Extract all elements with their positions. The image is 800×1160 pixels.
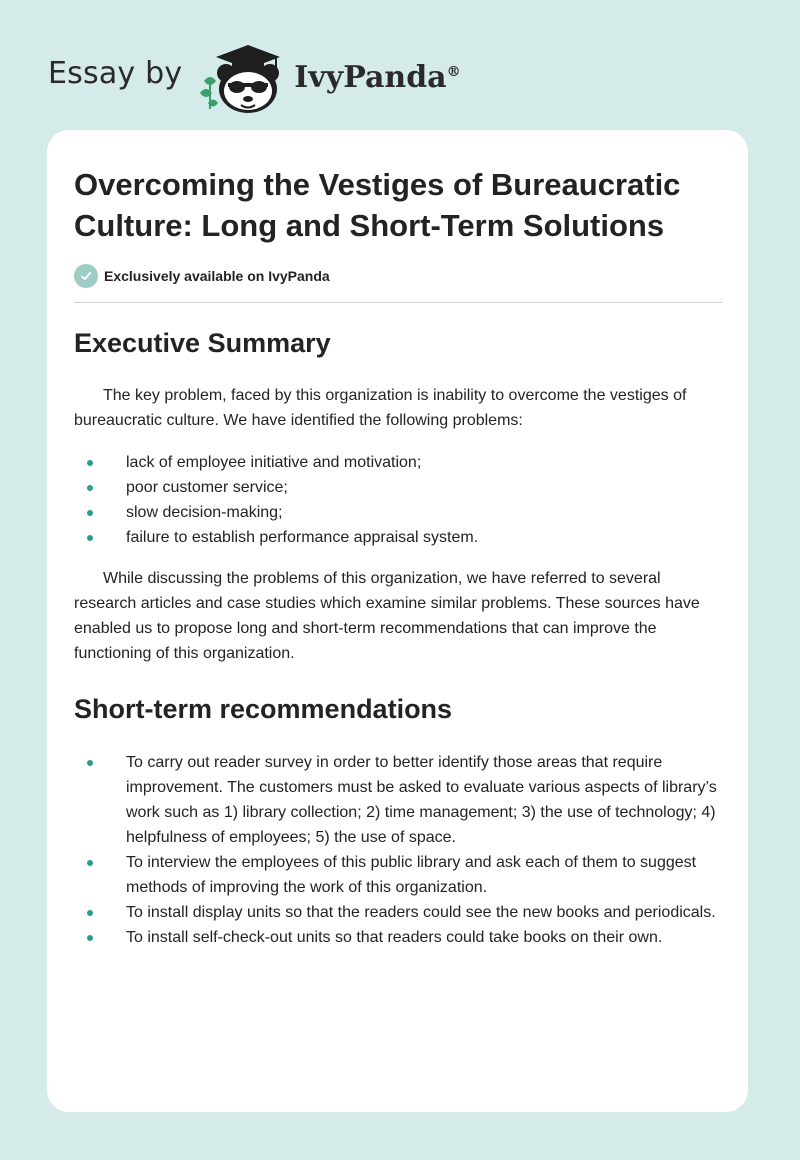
- panda-logo-icon[interactable]: [196, 37, 292, 115]
- check-icon: [74, 264, 98, 288]
- list-item: failure to establish performance appraisal system.: [74, 525, 724, 550]
- problems-list: [74, 450, 722, 550]
- badge-label: Exclusively available on IvyPanda: [104, 268, 330, 284]
- list-item: poor customer service;: [74, 475, 724, 500]
- section-heading-executive-summary: Executive Summary: [74, 328, 331, 358]
- bullet-icon: [87, 535, 93, 541]
- brand-header: [48, 36, 461, 116]
- bullet-icon: [87, 760, 93, 766]
- list-item: To carry out reader survey in order to better identify those areas that require improvement. The customers must be asked to evaluate various aspects of library’s work such as 1) library collection; 2) time management; 3) the use of technology; 4) helpfulness of employees; 5) the use of space.: [74, 750, 724, 850]
- list-item: slow decision-making;: [74, 500, 724, 525]
- bullet-icon: [87, 935, 93, 941]
- recommendations-list: [74, 750, 722, 950]
- bullet-icon: [87, 485, 93, 491]
- page-title: Overcoming the Vestiges of Bureaucratic Culture: Long and Short-Term Solutions: [74, 167, 681, 243]
- section-heading-short-term: Short-term recommendations: [74, 694, 453, 724]
- divider: [74, 302, 722, 303]
- brand-prefix: Essay by: [48, 55, 183, 91]
- bullet-icon: [87, 860, 93, 866]
- bullet-icon: [87, 510, 93, 516]
- executive-summary-intro: The key problem, faced by this organization is inability to overcome the vestiges of bureaucratic culture. We have identified the following problems:: [74, 387, 687, 429]
- essay-card: [47, 130, 748, 1112]
- executive-summary-outro: While discussing the problems of this organization, we have referred to several research articles and case studies which examine similar problems. These sources have enabled us to propose long and short-term recommendations that can improve the functioning of this organization.: [74, 570, 700, 662]
- list-item: To install self-check-out units so that readers could take books on their own.: [74, 925, 724, 950]
- list-item: lack of employee initiative and motivation;: [74, 450, 724, 475]
- brand-name: IvyPanda®: [294, 59, 461, 95]
- bullet-icon: [87, 910, 93, 916]
- exclusive-badge: [74, 264, 722, 288]
- bullet-icon: [87, 460, 93, 466]
- list-item: To interview the employees of this public library and ask each of them to suggest methods of improving the work of this organization.: [74, 850, 724, 900]
- list-item: To install display units so that the readers could see the new books and periodicals.: [74, 900, 724, 925]
